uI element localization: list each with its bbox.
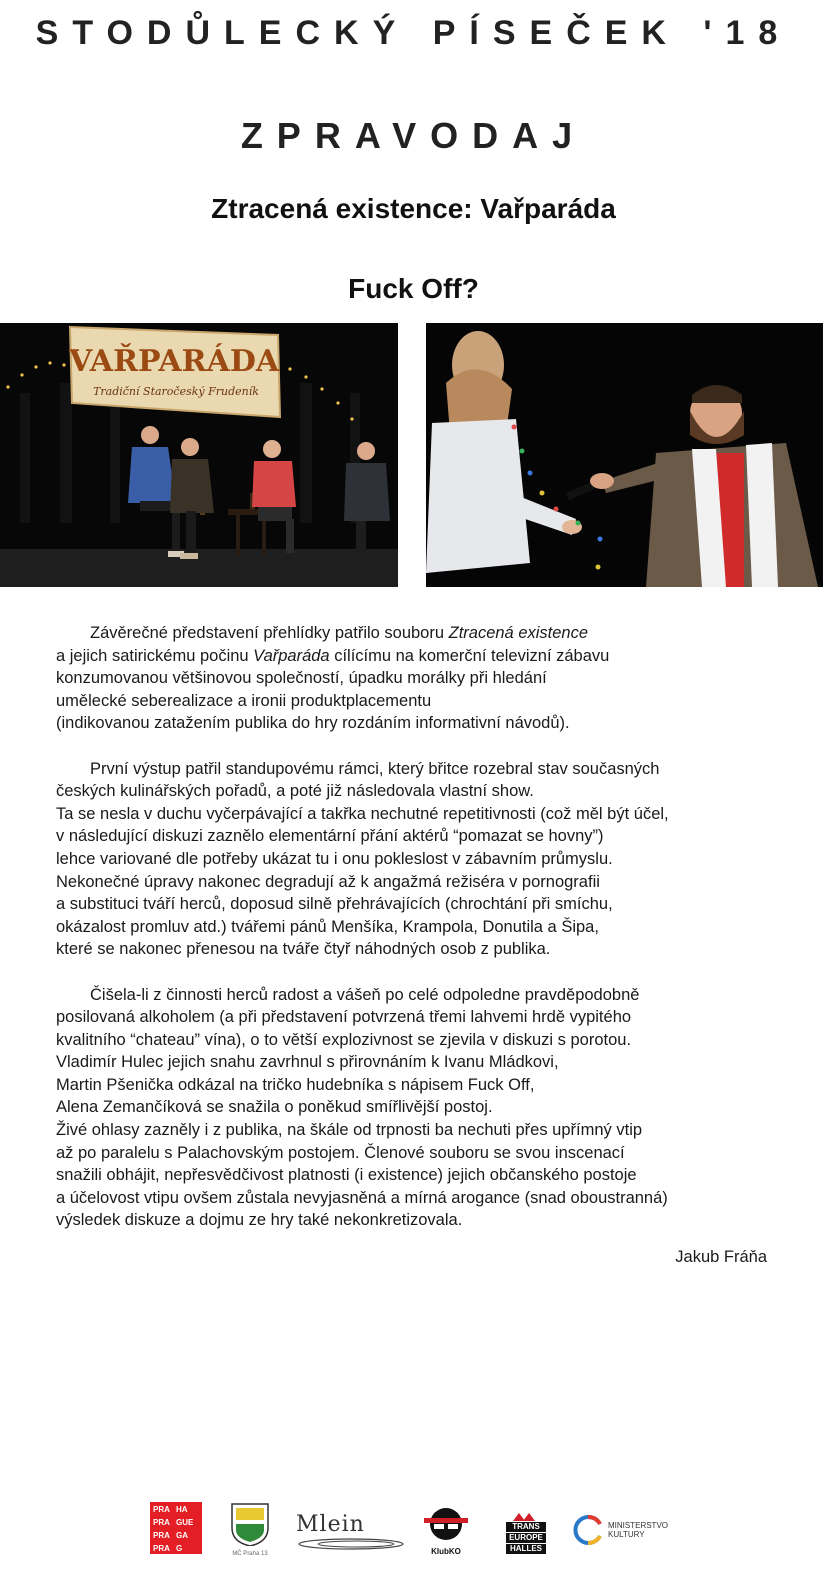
- text-run: českých kulinářských pořadů, a poté již následovala vlastní show.: [56, 782, 534, 801]
- ministry-of-culture-logo: [572, 1514, 668, 1546]
- banner-title: VAŘPARÁDA: [68, 344, 280, 379]
- text-run: Alena Zemančíková se snažila o poněkud smířlivější postoj.: [56, 1098, 493, 1117]
- text-run: Čišela-li z činnosti herců radost a vášeň po celé odpoledne pravděpodobně: [90, 985, 640, 1004]
- klubko-text: KlubKO: [431, 1547, 461, 1556]
- text-run: Ta se nesla v duchu vyčerpávající a takřka nechutné repetitivnosti (což měl být účel,: [56, 804, 669, 823]
- article-paragraph: [56, 758, 776, 961]
- emphasis-run: Ztracená existence: [448, 624, 589, 642]
- text-run: Vladimír Hulec jejich snahu zavrhnul s přirovnáním k Ivanu Mládkovi,: [56, 1053, 559, 1072]
- article-paragraph: [56, 984, 776, 1233]
- text-run: snažili obhájit, nepřesvědčivost platnosti (i existence) jejich občanského postoje: [56, 1166, 637, 1185]
- sponsor-logos: [148, 1502, 708, 1562]
- article-subtitle: Fuck Off?: [348, 273, 479, 304]
- banner-subtitle: Tradiční Staročeský Frudeník: [93, 385, 259, 398]
- praha-logo-cell: PRA: [153, 1505, 170, 1514]
- klubko-logo: [420, 1502, 472, 1556]
- ministry-line-1: MINISTERSTVO: [608, 1521, 669, 1530]
- text-run: umělecké seberealizace a ironii produktplacementu: [56, 691, 432, 710]
- text-run: v následující diskuzi zaznělo elementární přání aktérů “pomazat se hovny”): [56, 827, 604, 846]
- text-run: Závěrečné představení přehlídky patřilo souboru: [90, 624, 449, 642]
- praha-logo-cell: PRA: [153, 1544, 170, 1553]
- praha-logo-cell: GUE: [176, 1518, 194, 1527]
- article-paragraph: [56, 622, 776, 735]
- te-line-3: HALLES: [506, 1544, 546, 1554]
- praha-logo-cell: GA: [176, 1531, 188, 1540]
- te-line-2: EUROPE: [506, 1533, 546, 1543]
- text-run: První výstup patřil standupovému rámci, který břitce rozebral stav současných: [90, 759, 660, 778]
- mc-praha13-logo: [230, 1502, 270, 1557]
- text-run: posilovaná alkoholem (a při představení potvrzená třemi lahvemi hrdě vypitého: [56, 1008, 632, 1027]
- mc-caption: MČ Praha 13: [232, 1551, 268, 1557]
- trans-europe-halles-logo: [506, 1502, 546, 1554]
- text-run: a účelovost vtipu ovšem zůstala nevyjasněná a mírná arogance (snad oboustranná): [56, 1188, 668, 1207]
- praha-logo: [150, 1502, 202, 1554]
- text-run: Živé ohlasy zazněly i z publika, na škále od trpnosti ba nechuti přes upřímný vtip: [56, 1121, 643, 1140]
- text-run: okázalost promluv atd.) tvářemi pánů Menšíka, Krampola, Donutila a Šipa,: [56, 917, 599, 936]
- ministry-line-2: KULTURY: [608, 1530, 645, 1539]
- te-line-1: TRANS: [506, 1522, 546, 1532]
- article-body: [56, 622, 776, 1255]
- festival-title: STODŮLECKÝ PÍSEČEK '18: [35, 14, 792, 52]
- text-run: až po paralelu s Palachovským postojem. Členové souboru se svou inscenací: [56, 1143, 625, 1162]
- praha-logo-cell: HA: [176, 1505, 188, 1514]
- stage-photo-right: [426, 323, 823, 587]
- text-run: lehce variované dle potřeby ukázat tu i onu pokleslost v zábavním průmyslu.: [56, 849, 613, 868]
- text-run: Martin Pšenička odkázal na tričko hudebníka s nápisem Fuck Off,: [56, 1075, 535, 1094]
- praha-logo-cell: PRA: [153, 1531, 170, 1540]
- emphasis-run: Vařparáda: [253, 646, 330, 665]
- mlein-text: Mlein: [296, 1512, 365, 1537]
- praha-logo-cell: PRA: [153, 1518, 170, 1527]
- praha-logo-cell: G: [176, 1544, 183, 1553]
- stage-photo-left: [0, 323, 398, 587]
- text-run: cílícímu na komerční televizní zábavu: [329, 646, 610, 665]
- article-title: Ztracená existence: Vařparáda: [211, 193, 616, 224]
- text-run: (indikovanou zatažením publika do hry rozdáním informativní návodů).: [56, 714, 570, 733]
- text-run: a jejich satirickému počinu: [56, 646, 254, 665]
- article-author: Jakub Fráňa: [675, 1248, 767, 1266]
- text-run: Nekonečné úpravy nakonec degradují až k angažmá režiséra v pornografii: [56, 872, 600, 891]
- text-run: konzumovanou většinovou společností, úpadku morálky při hledání: [56, 669, 547, 688]
- text-run: kvalitního “chateau” vína), o to větší explozivnost se zjevila v diskuzi s porotou.: [56, 1030, 632, 1049]
- publication-title: ZPRAVODAJ: [240, 115, 587, 156]
- text-run: které se nakonec přenesou na tváře čtyř náhodných osob z publika.: [56, 940, 551, 959]
- text-run: výsledek diskuze a dojmu ze hry také nekonkretizovala.: [56, 1211, 463, 1230]
- text-run: a substituci tváří herců, doposud silně přehrávajících (chrochtání při smíchu,: [56, 895, 613, 914]
- mlein-logo: [296, 1512, 406, 1556]
